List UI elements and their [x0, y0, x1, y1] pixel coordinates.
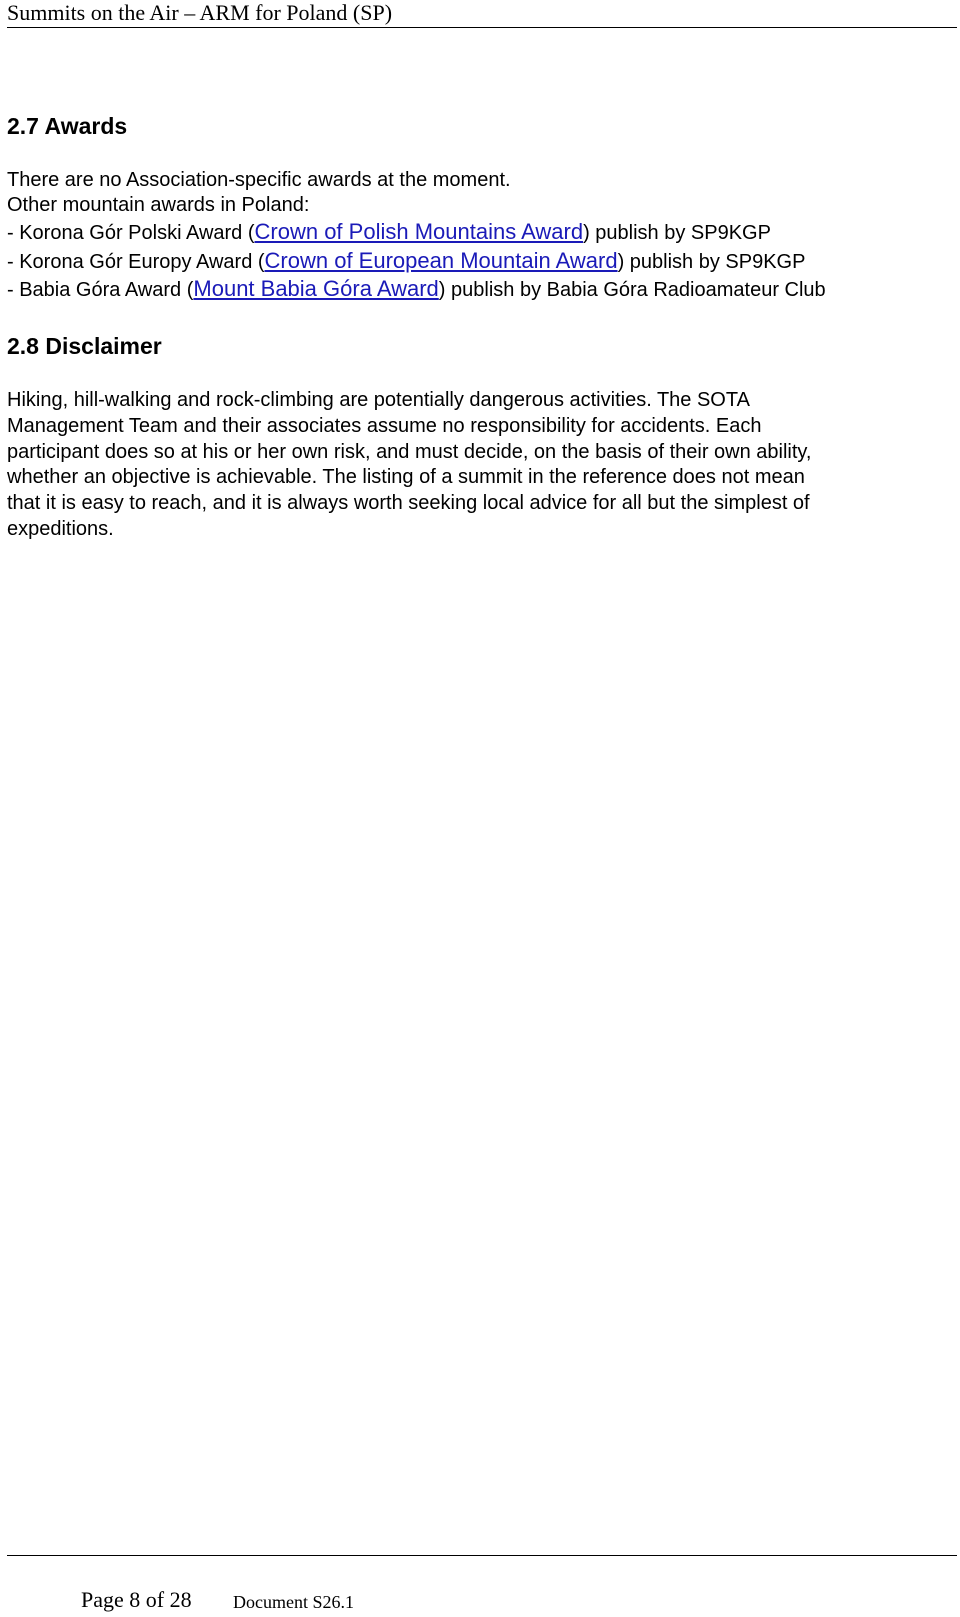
disclaimer-line: whether an objective is achievable. The listing of a summit in the reference does not mean: [7, 466, 805, 488]
awards-intro: There are no Association-specific awards at the moment.: [7, 169, 511, 191]
award-item-babia-gora: [7, 277, 826, 302]
document-title: Summits on the Air – ARM for Poland (SP): [7, 0, 393, 25]
crown-of-polish-mountains-link[interactable]: Crown of Polish Mountains Award: [254, 219, 584, 244]
document-id: Document S26.1: [233, 1592, 354, 1612]
page-header: [7, 0, 957, 28]
disclaimer-line: expeditions.: [7, 518, 114, 540]
disclaimer-line: Hiking, hill-walking and rock-climbing are potentially dangerous activities. The SOTA: [7, 389, 750, 411]
mount-babia-gora-award-link[interactable]: Mount Babia Góra Award: [193, 276, 439, 301]
award-item-suffix: ) publish by Babia Góra Radioamateur Club: [438, 279, 826, 301]
page-number: Page 8 of 28: [81, 1587, 192, 1612]
award-item-korona-gor-europy: [7, 249, 805, 274]
crown-of-european-mountain-link[interactable]: Crown of European Mountain Award: [264, 248, 618, 273]
award-item-suffix: ) publish by SP9KGP: [617, 251, 806, 273]
awards-heading: 2.7 Awards: [7, 113, 128, 139]
award-item-suffix: ) publish by SP9KGP: [583, 222, 771, 244]
award-item-prefix: - Babia Góra Award (: [7, 279, 194, 301]
awards-other-intro: Other mountain awards in Poland:: [7, 194, 310, 216]
award-item-prefix: - Korona Gór Polski Award (: [7, 222, 255, 244]
disclaimer-line: Management Team and their associates assume no responsibility for accidents. Each: [7, 415, 762, 437]
footer-divider: [7, 1555, 957, 1556]
disclaimer-heading: 2.8 Disclaimer: [7, 333, 162, 359]
disclaimer-line: participant does so at his or her own risk, and must decide, on the basis of their own ability,: [7, 441, 812, 463]
disclaimer-line: that it is easy to reach, and it is always worth seeking local advice for all but the simplest of: [7, 492, 810, 514]
award-item-korona-gor-polski: [7, 220, 771, 245]
award-item-prefix: - Korona Gór Europy Award (: [7, 251, 265, 273]
